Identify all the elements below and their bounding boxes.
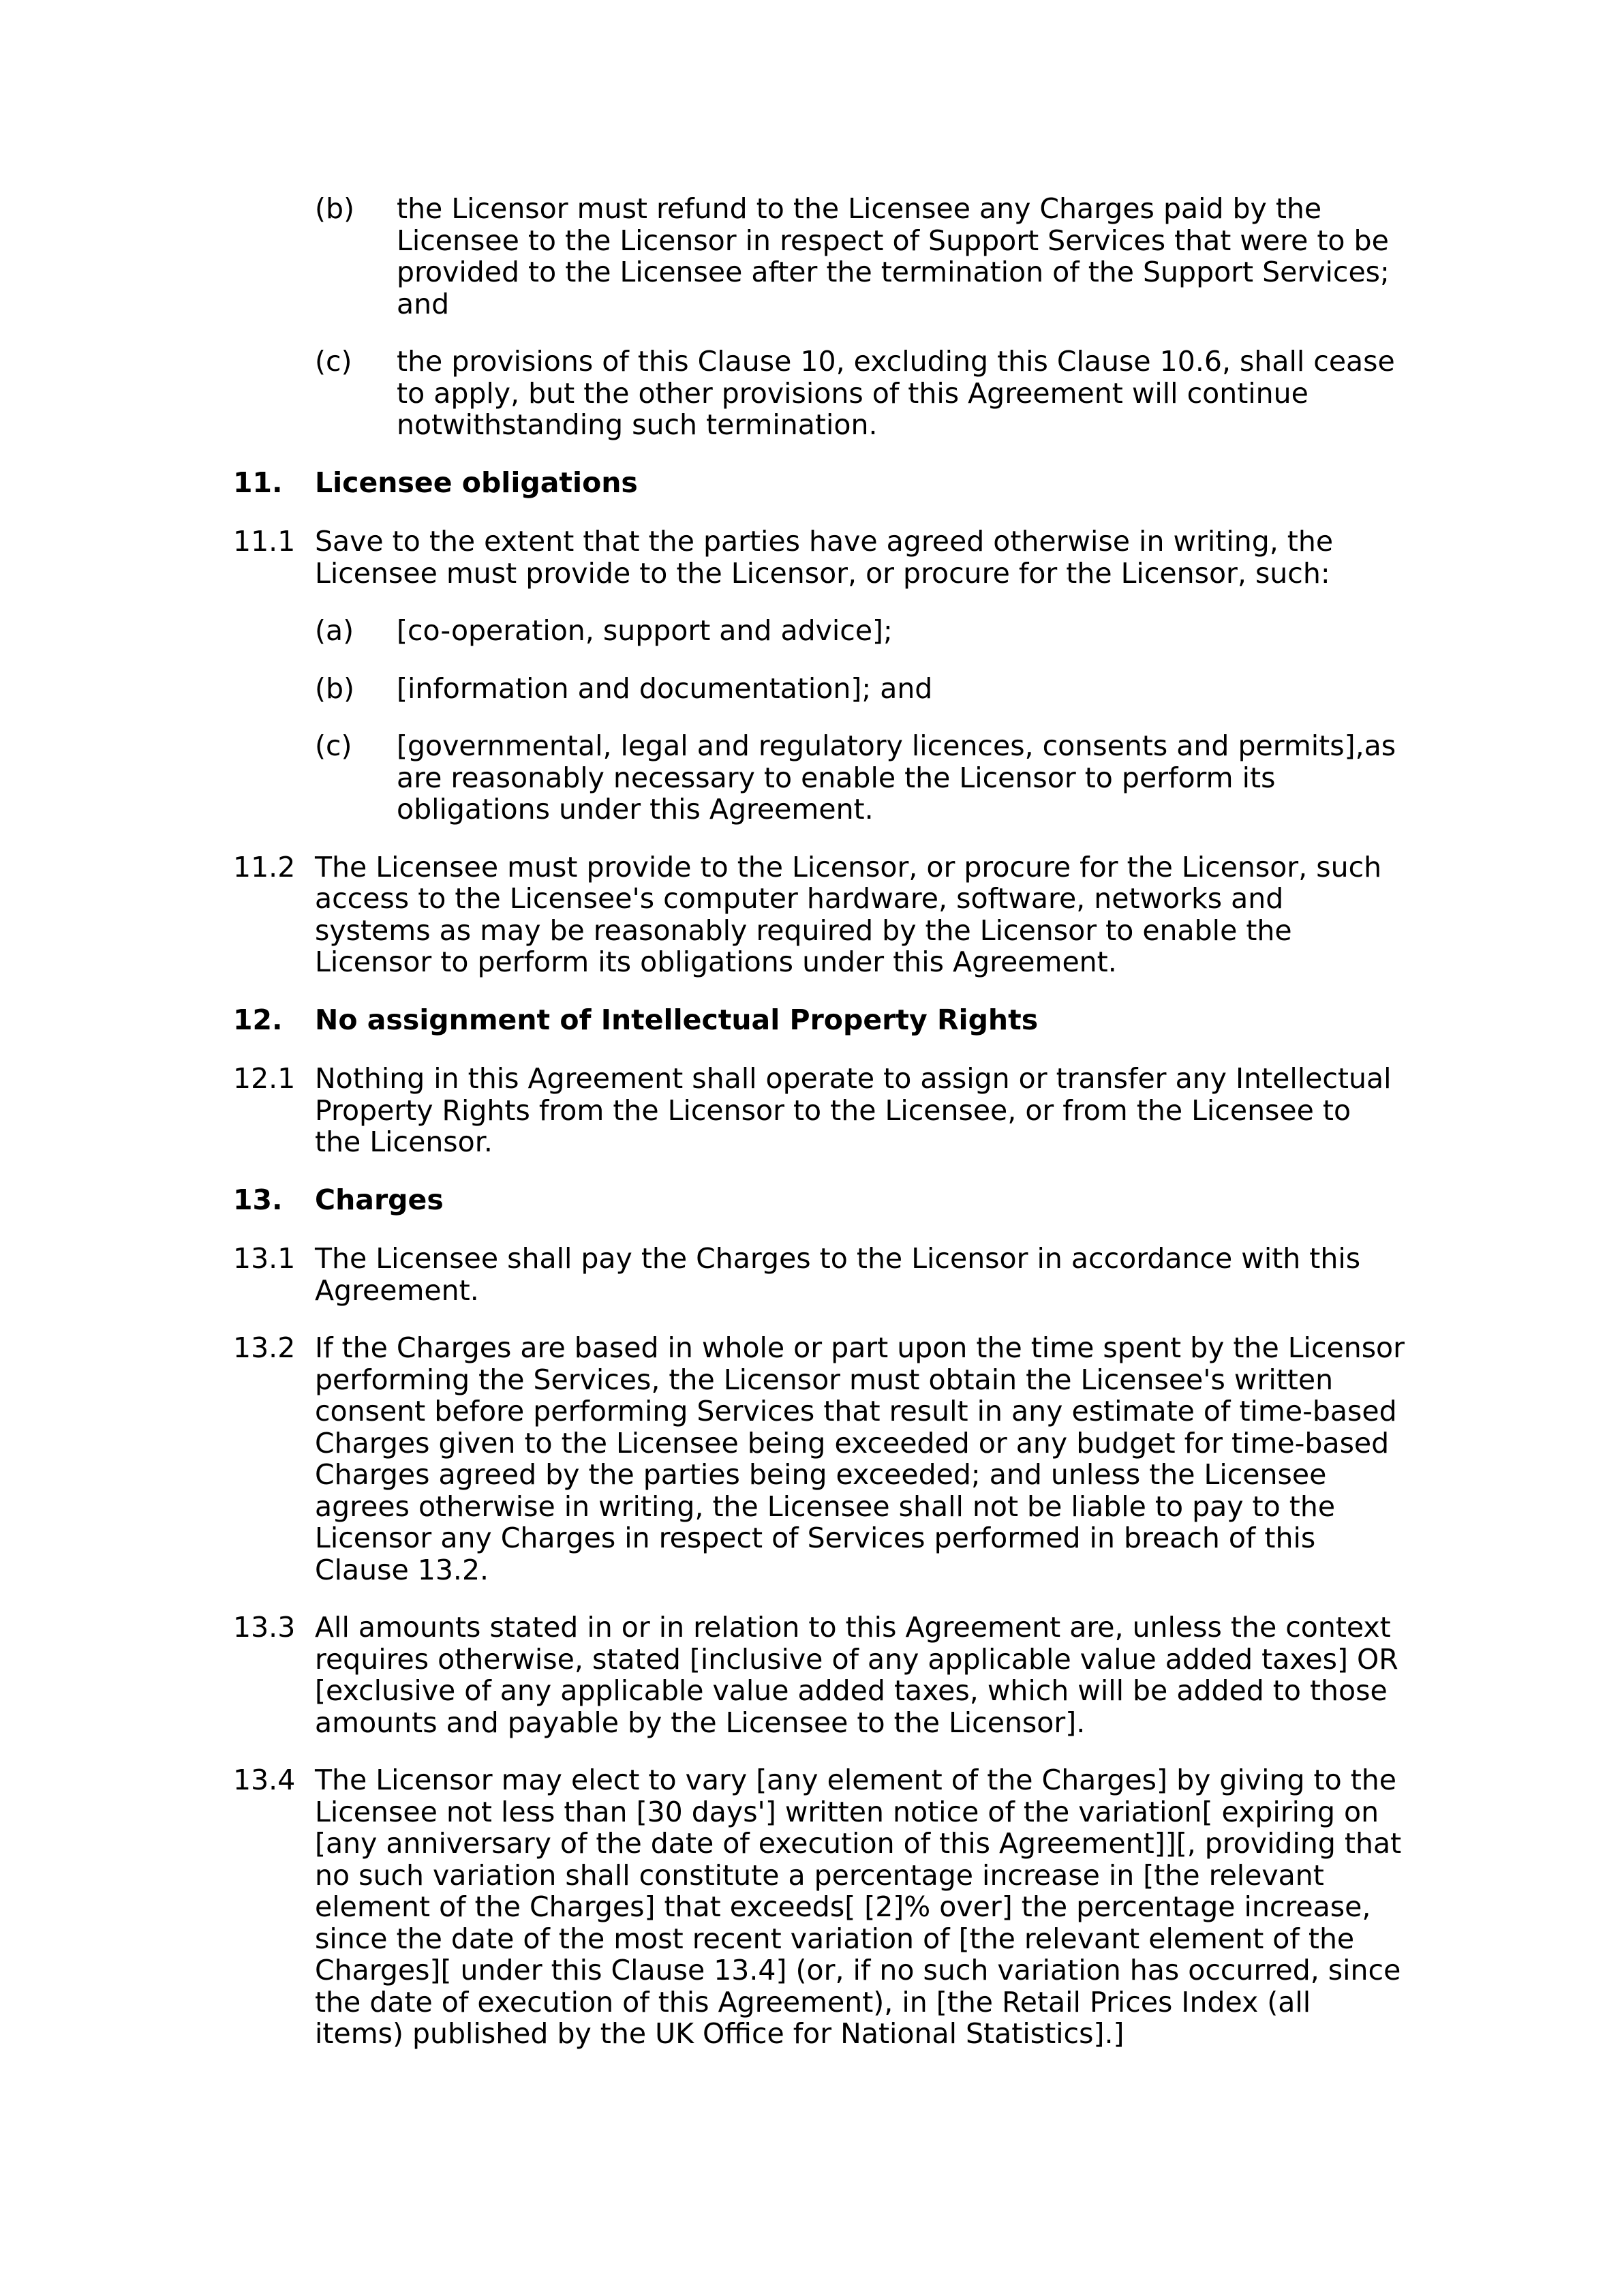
clause-text: The Licensee must provide to the Licensor, or procure for the Licensor, such access to the Licensee's computer hardware, software, networks and systems as may be reasonably required by the Licensor to enable the Licensor to perform its obligations under this Agreement. <box>315 850 1382 978</box>
subclause-c <box>315 346 1405 441</box>
subclause-b <box>315 193 1405 320</box>
clause-number: 13.1 <box>233 1242 296 1275</box>
subclause-label: (b) <box>315 671 355 705</box>
section-heading-11 <box>233 467 1405 499</box>
subclause-text: the provisions of this Clause 10, excluding this Clause 10.6, shall cease to apply, but the other provisions of this Agreement will continue notwithstanding such termination. <box>397 345 1395 441</box>
clause-11-2 <box>233 851 1405 978</box>
clause-13-4 <box>233 1764 1405 2050</box>
clause-text: The Licensee shall pay the Charges to the Licensor in accordance with this Agreement. <box>315 1242 1361 1307</box>
subclause-a <box>315 615 1405 647</box>
subclause-text: [governmental, legal and regulatory licences, consents and permits],as are reasonably necessary to enable the Licensor to perform its obligations under this Agreement. <box>397 729 1396 826</box>
clause-text: Save to the extent that the parties have agreed otherwise in writing, the Licensee must provide to the Licensor, or procure for the Licensor, such: <box>315 525 1334 590</box>
subclause-label: (a) <box>315 614 354 647</box>
subclause-b <box>315 673 1405 705</box>
subclause-text: the Licensor must refund to the Licensee any Charges paid by the Licensee to the Licensor in respect of Support Services that were to be provided to the Licensee after the termination of the Support Services; and <box>397 192 1390 320</box>
document-body <box>233 193 1405 2076</box>
subclause-label: (c) <box>315 345 352 378</box>
clause-text: If the Charges are based in whole or part upon the time spent by the Licensor performing the Services, the Licensor must obtain the Licensee's written consent before performing Services that result in any estimate of time-based Charges given to the Licensee being exceeded or any budget for time-based Charges agreed by the parties being exceeded; and unless the Licensee agrees otherwise in writing, the Licensee shall not be liable to pay to the Licensor any Charges in respect of Services performed in breach of this Clause 13.2. <box>315 1331 1405 1586</box>
subclause-text: [co-operation, support and advice]; <box>397 614 893 647</box>
clause-13-3 <box>233 1612 1405 1738</box>
clause-number: 13.3 <box>233 1611 296 1644</box>
clause-11-1 <box>233 526 1405 589</box>
section-number: 13. <box>233 1183 283 1216</box>
clause-12-1 <box>233 1063 1405 1158</box>
subclause-label: (c) <box>315 729 352 762</box>
section-heading-12 <box>233 1004 1405 1036</box>
clause-13-1 <box>233 1243 1405 1306</box>
clause-number: 11.2 <box>233 850 296 883</box>
clause-number: 12.1 <box>233 1062 296 1095</box>
section-title: No assignment of Intellectual Property Rights <box>315 1003 1039 1036</box>
clause-text: Nothing in this Agreement shall operate to assign or transfer any Intellectual Property Rights from the Licensor to the Licensee, or from the Licensee to the Licensor. <box>315 1062 1392 1158</box>
section-number: 11. <box>233 466 283 499</box>
section-number: 12. <box>233 1003 283 1036</box>
clause-number: 11.1 <box>233 525 296 558</box>
clause-text: All amounts stated in or in relation to this Agreement are, unless the context requires otherwise, stated [inclusive of any applicable value added taxes] OR [exclusive of any applicable value added taxes, which will be added to those amounts and payable by the Licensee to the Licensor]. <box>315 1611 1398 1739</box>
subclause-text: [information and documentation]; and <box>397 671 933 705</box>
clause-number: 13.4 <box>233 1764 296 1796</box>
subclause-c <box>315 730 1405 826</box>
clause-text: The Licensor may elect to vary [any element of the Charges] by giving to the Licensee not less than [30 days'] written notice of the variation[ expiring on [any anniversary of the date of execution of this Agreement]][, providing that no such variation shall constitute a percentage increase in [the relevant element of the Charges] that exceeds[ [2]% over] the percentage increase, since the date of the most recent variation of [the relevant element of the Charges][ under this Clause 13.4] (or, if no such variation has occurred, since the date of execution of this Agreement), in [the Retail Prices Index (all items) published by the UK Office for National Statistics].] <box>315 1764 1402 2050</box>
section-heading-13 <box>233 1184 1405 1216</box>
section-title: Charges <box>315 1183 444 1216</box>
clause-number: 13.2 <box>233 1331 296 1364</box>
clause-13-2 <box>233 1332 1405 1586</box>
subclause-label: (b) <box>315 192 355 225</box>
section-title: Licensee obligations <box>315 466 638 499</box>
